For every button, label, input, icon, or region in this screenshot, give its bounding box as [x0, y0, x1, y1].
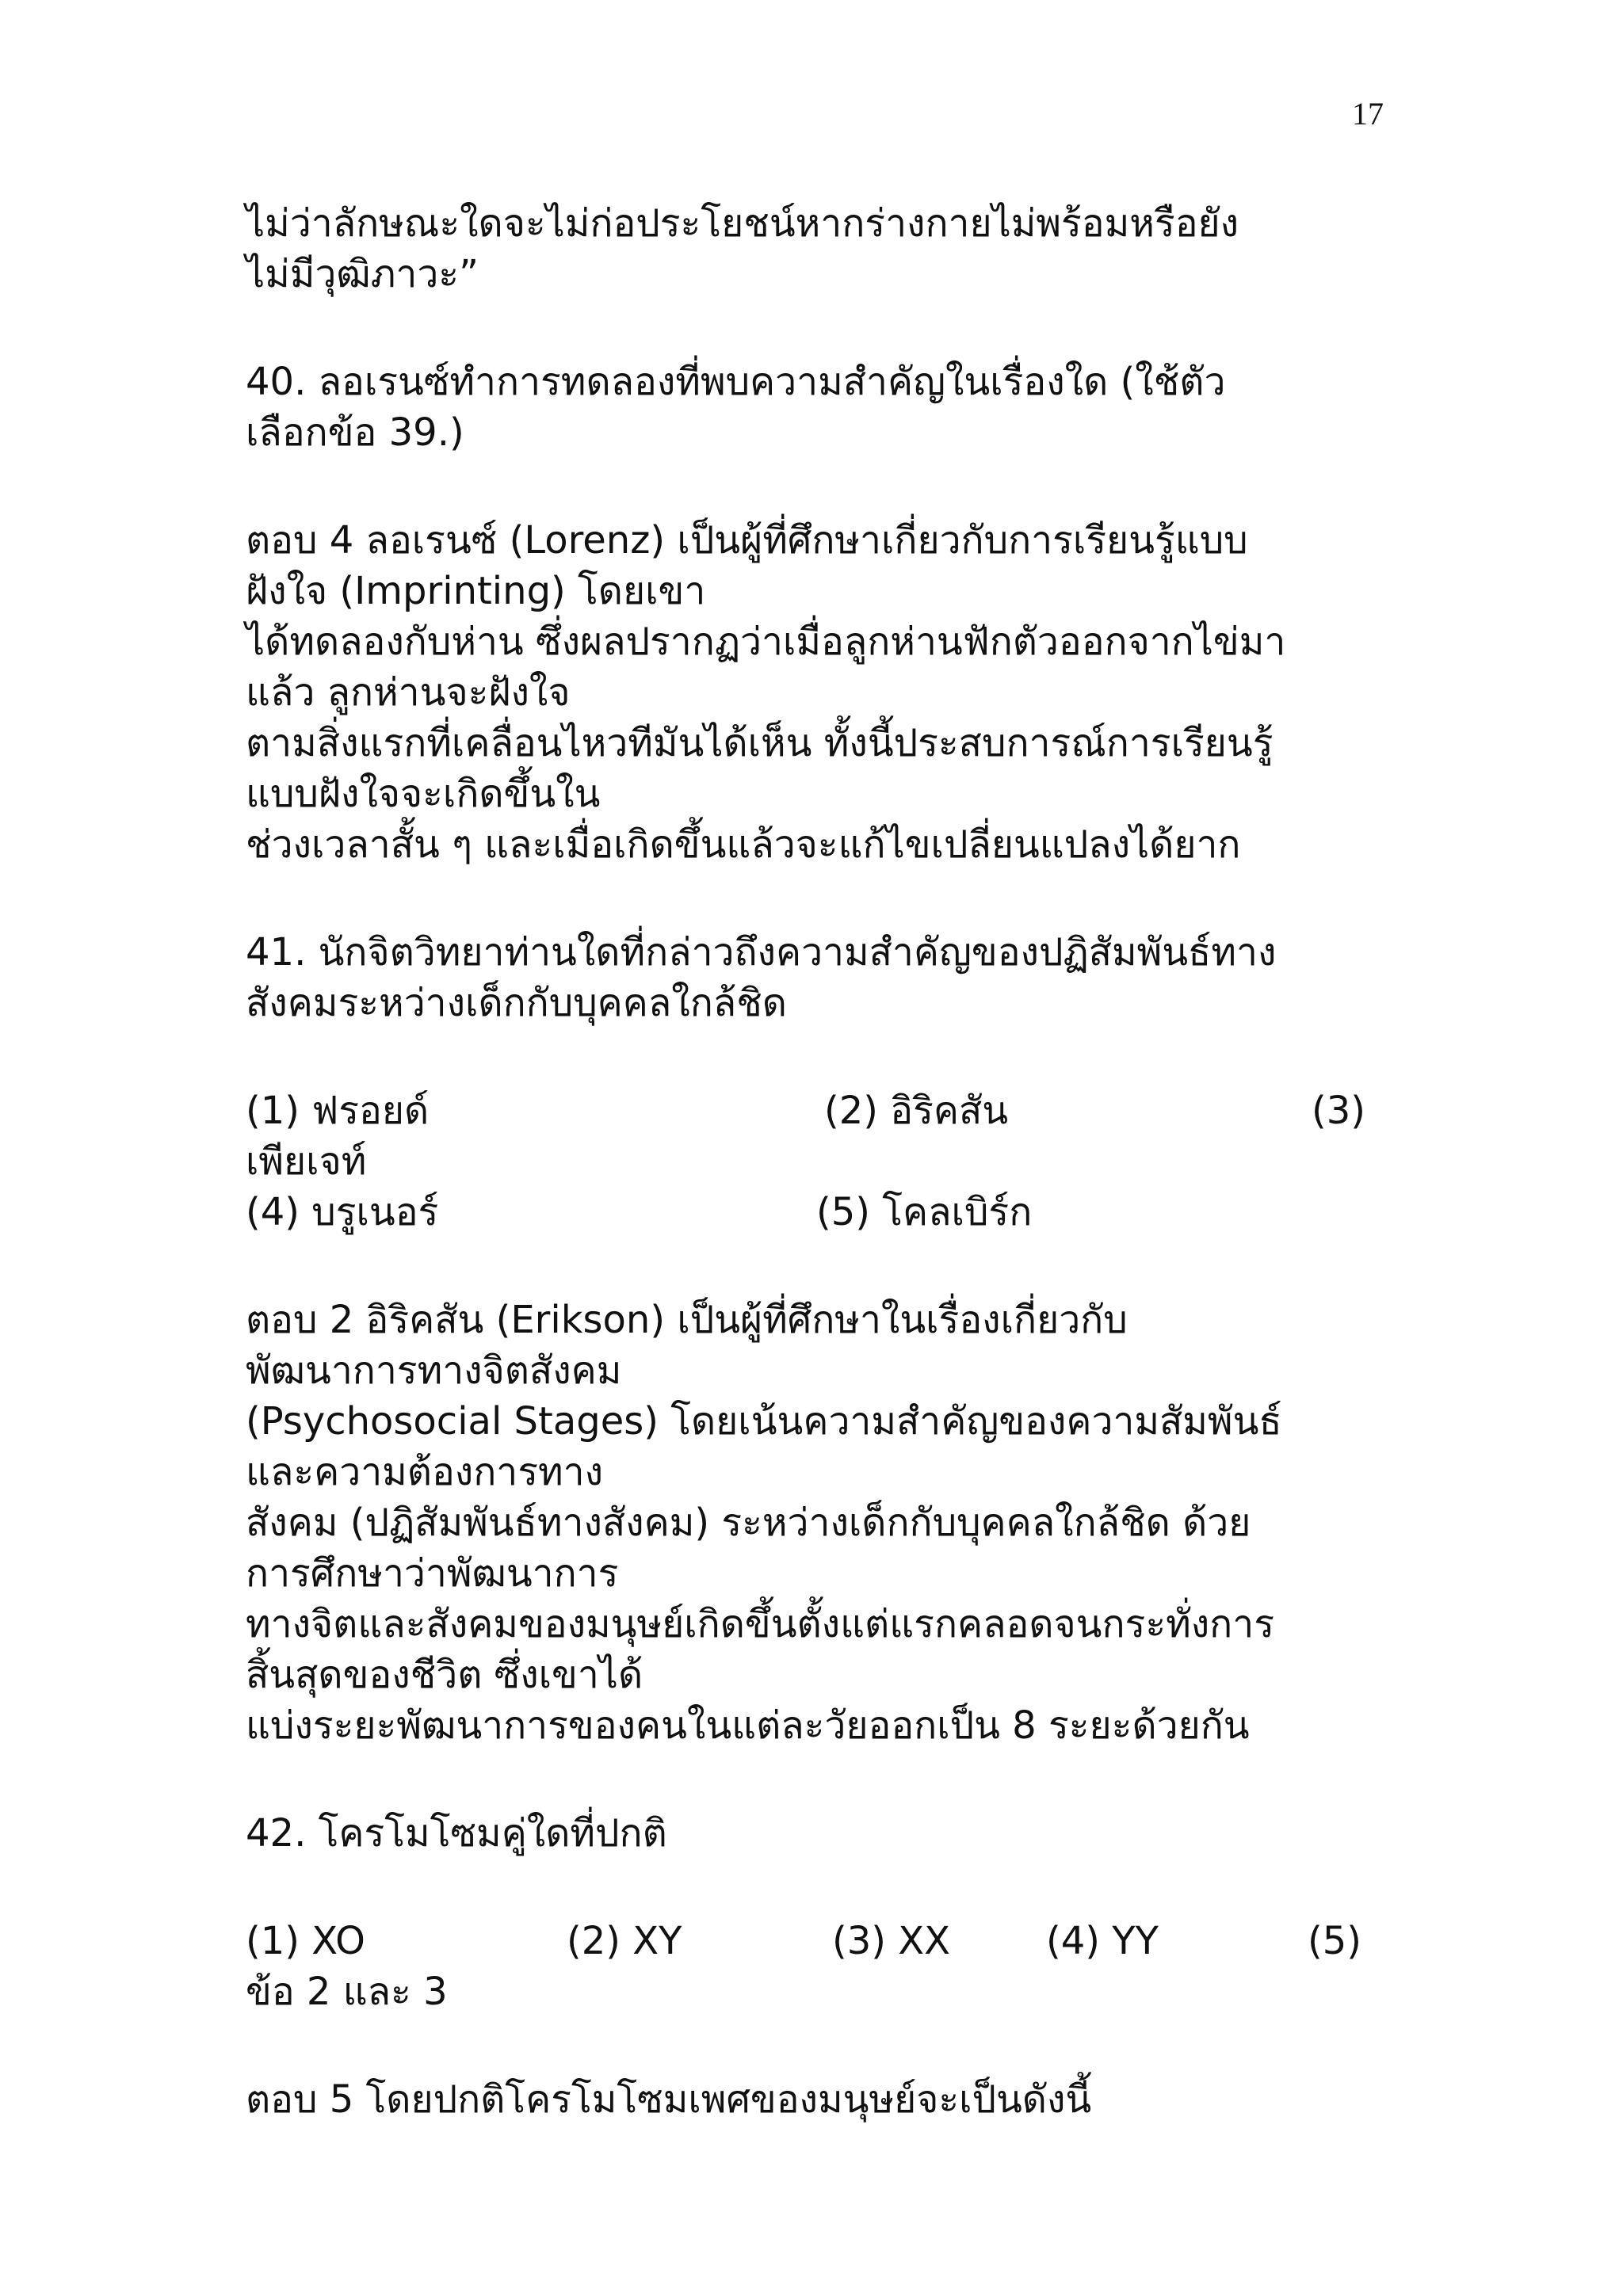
answer-text: สังคม (ปฏิสัมพันธ์ทางสังคม) ระหว่างเด็กกับบุคคลใกล้ชิด ด้วย — [246, 1501, 1251, 1545]
answer-text: ตามสิ่งแรกที่เคลื่อนไหวทีมันได้เห็น ทั้งนี้ประสบการณ์การเรียนรู้ — [246, 721, 1274, 765]
answer-40 — [246, 515, 1387, 870]
page-number: 17 — [1352, 96, 1384, 132]
option-1: (1) ฟรอยด์ — [246, 1089, 430, 1133]
answer-text: ได้ทดลองกับห่าน ซึ่งผลปรากฏว่าเมื่อลูกห่านฟักตัวออกจากไข่มา — [246, 620, 1286, 664]
option-2: (2) อิริคสัน — [824, 1089, 1009, 1133]
question-text: สังคมระหว่างเด็กกับบุคคลใกล้ชิด — [246, 981, 787, 1025]
answer-text: การศึกษาว่าพัฒนาการ — [246, 1551, 619, 1596]
question-text: 40. ลอเรนซ์ทำการทดลองที่พบความสำคัญในเรื่องใด (ใช้ตัว — [246, 360, 1226, 404]
question-text: เลือกข้อ 39.) — [246, 410, 464, 455]
answer-text: ตอบ 2 อิริคสัน (Erikson) เป็นผู้ที่ศึกษาในเรื่องเกี่ยวกับ — [246, 1298, 1128, 1342]
question-41 — [246, 927, 1387, 1028]
answer-text: แบบฝังใจจะเกิดขึ้นใน — [246, 772, 601, 816]
answer-text: ตอบ 5 โดยปกติโครโมโซมเพศของมนุษย์จะเป็นดังนี้ — [246, 2077, 1092, 2122]
option-3: (3) XX — [832, 1919, 951, 1963]
question-40 — [246, 357, 1387, 458]
answer-text: พัฒนาการทางจิตสังคม — [246, 1348, 622, 1393]
text-line: ไม่ว่าลักษณะใดจะไม่ก่อประโยชน์หากร่างกายไม่พร้อมหรือยัง — [246, 201, 1239, 246]
option-1: (1) XO — [246, 1919, 365, 1963]
option-3: (3) — [1312, 1089, 1365, 1133]
option-5: (5) โคลเบิร์ก — [816, 1190, 1033, 1234]
option-5: (5) — [1308, 1919, 1361, 1963]
answer-text: แบ่งระยะพัฒนาการของคนในแต่ละวัยออกเป็น 8 ระยะด้วยกัน — [246, 1703, 1250, 1748]
document-body — [246, 198, 1387, 2125]
answer-text: แล้ว ลูกห่านจะฝังใจ — [246, 670, 571, 715]
question-42 — [246, 1808, 1387, 1859]
answer-text: (Psychosocial Stages) โดยเน้นความสำคัญของความสัมพันธ์ — [246, 1399, 1282, 1444]
answer-41 — [246, 1295, 1387, 1751]
answer-text: ช่วงเวลาสั้น ๆ และเมื่อเกิดขึ้นแล้วจะแก้ไขเปลี่ยนแปลงได้ยาก — [246, 822, 1241, 867]
answer-text: สิ้นสุดของชีวิต ซึ่งเขาได้ — [246, 1653, 643, 1697]
options-41 — [246, 1085, 1387, 1238]
option-3-wrap: เพียเจท์ — [246, 1139, 367, 1184]
answer-text: ตอบ 4 ลอเรนซ์ (Lorenz) เป็นผู้ที่ศึกษาเกี่ยวกับการเรียนรู้แบบ — [246, 518, 1248, 563]
intro-text — [246, 198, 1387, 299]
option-2: (2) XY — [567, 1919, 682, 1963]
option-4: (4) YY — [1046, 1919, 1159, 1963]
text-line: ไม่มีวุฒิภาวะ” — [246, 252, 479, 296]
answer-text: และความต้องการทาง — [246, 1450, 604, 1494]
answer-42 — [246, 2074, 1387, 2125]
option-4: (4) บรูเนอร์ — [246, 1190, 439, 1234]
options-42 — [246, 1916, 1387, 2017]
answer-text: ทางจิตและสังคมของมนุษย์เกิดขึ้นตั้งแต่แรกคลอดจนกระทั่งการ — [246, 1602, 1274, 1646]
question-text: 41. นักจิตวิทยาท่านใดที่กล่าวถึงความสำคัญของปฏิสัมพันธ์ทาง — [246, 930, 1277, 974]
answer-text: ฝังใจ (Imprinting) โดยเขา — [246, 569, 706, 613]
question-text: 42. โครโมโซมคู่ใดที่ปกติ — [246, 1811, 667, 1855]
option-5-wrap: ข้อ 2 และ 3 — [246, 1970, 448, 2014]
